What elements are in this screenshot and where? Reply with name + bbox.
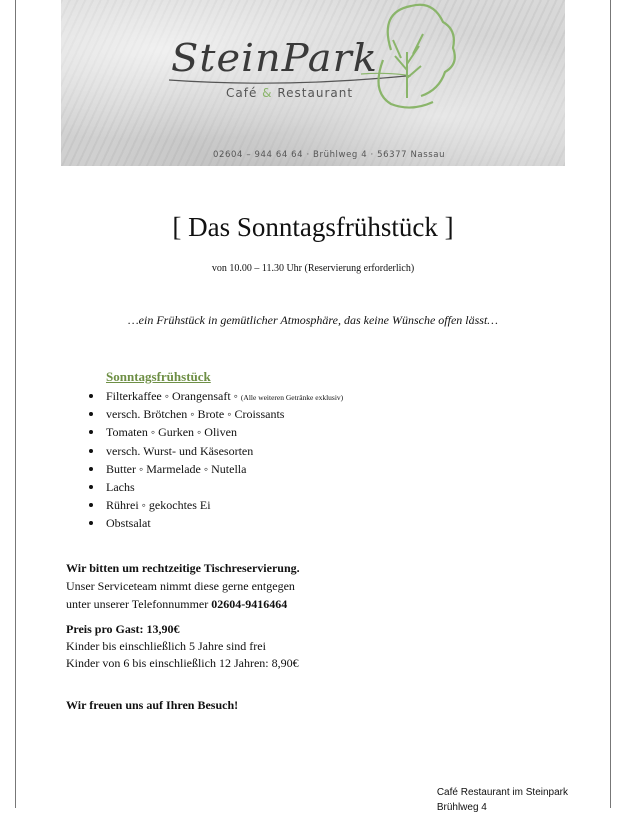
closing-text: Wir freuen uns auf Ihren Besuch! — [66, 698, 239, 712]
opening-hours: von 10.00 – 11.30 Uhr (Reservierung erforderlich) — [211, 263, 415, 274]
logo-subtitle: Café & Restaurant — [226, 86, 354, 100]
menu-list — [106, 387, 343, 533]
list-item: Lachs — [106, 478, 343, 496]
menu-heading: Sonntagsfrühstück — [106, 369, 211, 384]
reservation-heading: Wir bitten um rechtzeitige Tischreservierung. — [66, 561, 300, 575]
banner-contact-line: 02604 – 944 64 64 · Brühlweg 4 · 56377 Nassau — [213, 150, 446, 160]
tree-logo-icon — [61, 0, 565, 166]
price-line: Kinder bis einschließlich 5 Jahre sind frei — [66, 639, 266, 653]
reservation-line: Unser Serviceteam nimmt diese gerne entgegen — [66, 579, 295, 593]
logo-wordmark: SteinPark — [171, 36, 378, 80]
list-item: Obstsalat — [106, 514, 343, 532]
list-item: Rührei ◦ gekochtes Ei — [106, 496, 343, 514]
phone-number: 02604-9416464 — [211, 597, 288, 611]
price-heading: Preis pro Gast: 13,90€ — [66, 622, 180, 636]
reservation-block: Wir bitten um rechtzeitige Tischreservierung. Unser Serviceteam nimmt diese gerne entgegen unter unserer Telefonnummer 02604-9416464 — [66, 561, 300, 611]
page-title: [ Das Sonntagsfrühstück ] — [172, 212, 454, 242]
document-page — [15, 0, 611, 813]
tagline: …ein Frühstück in gemütlicher Atmosphäre, das keine Wünsche offen lässt… — [128, 313, 498, 327]
list-item: versch. Brötchen ◦ Brote ◦ Croissants — [106, 405, 343, 423]
price-block — [66, 621, 299, 672]
list-item: Filterkaffee ◦ Orangensaft ◦ (Alle weiteren Getränke exklusiv) — [106, 387, 343, 405]
price-line: Kinder von 6 bis einschließlich 12 Jahren: 8,90€ — [66, 656, 299, 670]
drinks-note: (Alle weiteren Getränke exklusiv) — [240, 393, 344, 402]
list-item: Tomaten ◦ Gurken ◦ Oliven — [106, 423, 343, 441]
header-banner — [61, 0, 565, 166]
list-item: versch. Wurst- und Käsesorten — [106, 442, 343, 460]
footer-address: Café Restaurant im Steinpark Brühlweg 4 — [436, 787, 568, 813]
list-item: Butter ◦ Marmelade ◦ Nutella — [106, 460, 343, 478]
